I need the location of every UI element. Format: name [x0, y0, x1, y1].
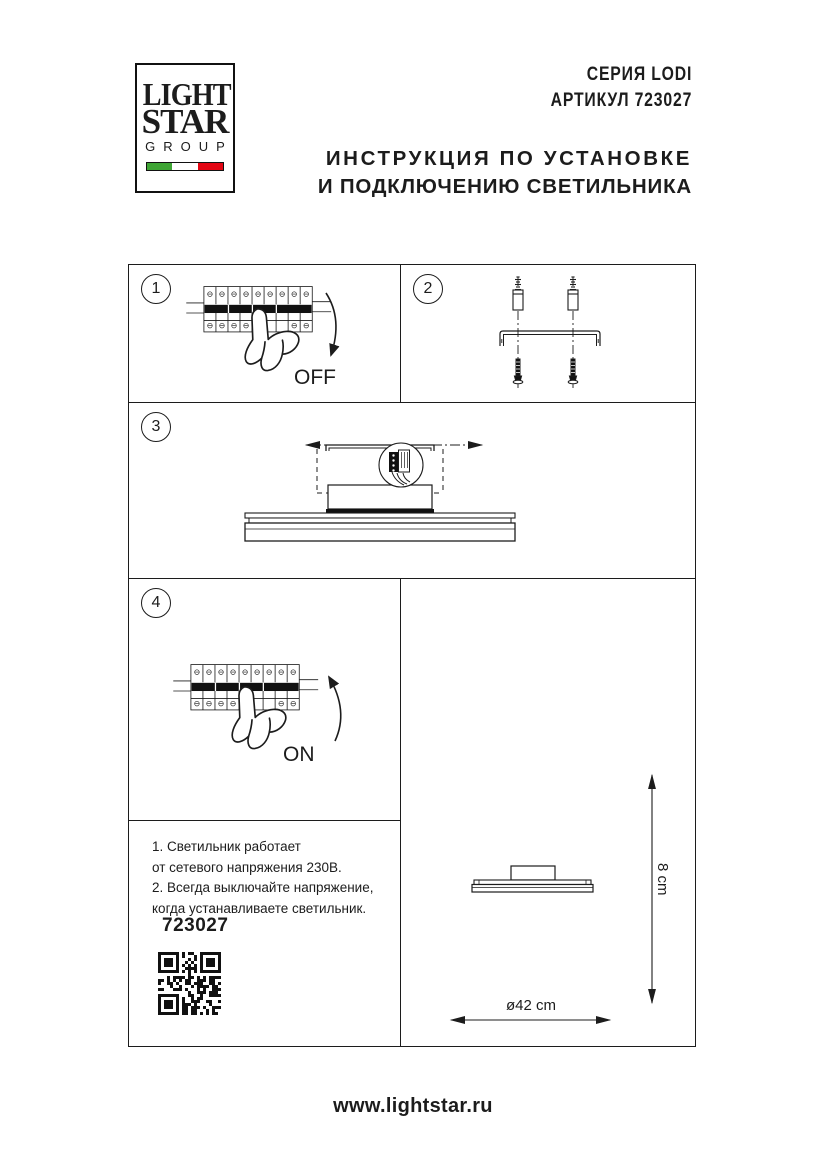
step-3-badge: 3 — [141, 412, 171, 442]
wall-anchor-icon — [513, 277, 523, 310]
fixture-disc-side-view — [472, 880, 593, 892]
instruction-title-line1: ИНСТРУКЦИЯ ПО УСТАНОВКЕ — [325, 147, 692, 170]
safety-notes — [152, 837, 373, 919]
flag-white — [172, 163, 197, 170]
screw-icon — [513, 359, 523, 384]
diameter-dimension-label: ø42 cm — [505, 997, 557, 1014]
on-label: ON — [283, 743, 315, 766]
mounting-hardware-illustration — [401, 265, 694, 401]
series-name: СЕРИЯ LODI — [586, 64, 692, 85]
article-name: АРТИКУЛ 723027 — [550, 90, 692, 111]
footer-url: www.lightstar.ru — [333, 1095, 493, 1117]
logo-word-star: STAR — [141, 102, 229, 141]
note-line: 1. Светильник работает — [152, 839, 301, 854]
height-dimension-label: 8 cm — [654, 863, 671, 896]
screw-icon — [568, 359, 578, 384]
wall-anchor-icon — [568, 277, 578, 310]
note-line: когда устанавливаете светильник. — [152, 900, 367, 916]
breaker-on-illustration — [129, 579, 399, 819]
rotate-down-arrow-icon — [326, 293, 336, 355]
step-2-badge: 2 — [413, 274, 443, 304]
fixture-disc — [245, 513, 515, 541]
logo-word-light: LIGHT — [142, 76, 231, 112]
header — [318, 62, 692, 201]
rotate-up-arrow-icon — [329, 677, 341, 741]
step-4-panel — [129, 579, 401, 821]
step-1-panel — [129, 265, 401, 403]
lightstar-logo — [135, 63, 235, 193]
step-4-badge: 4 — [141, 588, 171, 618]
step-2-panel — [401, 265, 695, 403]
article-number: 723027 — [162, 915, 229, 936]
canopy — [328, 485, 432, 509]
instruction-title-line2: И ПОДКЛЮЧЕНИЮ СВЕТИЛЬНИКА — [317, 175, 692, 198]
off-label: OFF — [294, 366, 336, 389]
flag-red — [198, 163, 223, 170]
qr-code — [158, 952, 221, 1015]
mounting-bracket — [500, 331, 600, 346]
fixture-canopy — [511, 866, 555, 880]
fixture-mounting-illustration — [129, 403, 694, 577]
note-line: от сетевого напряжения 230В. — [152, 859, 342, 875]
flag-green — [147, 163, 172, 170]
notes-panel — [129, 821, 401, 1046]
mount-plate — [326, 509, 434, 513]
step-3-panel — [129, 403, 695, 579]
wire-connector-detail — [379, 443, 423, 487]
dimension-diagram — [401, 579, 694, 1046]
step-1-badge: 1 — [141, 274, 171, 304]
instruction-grid — [128, 264, 696, 1047]
logo-word-group: GROUP — [145, 139, 233, 154]
dimensions-panel — [401, 579, 695, 1046]
note-line: 2. Всегда выключайте напряжение, — [152, 880, 374, 895]
italian-flag-stripe — [146, 162, 224, 171]
